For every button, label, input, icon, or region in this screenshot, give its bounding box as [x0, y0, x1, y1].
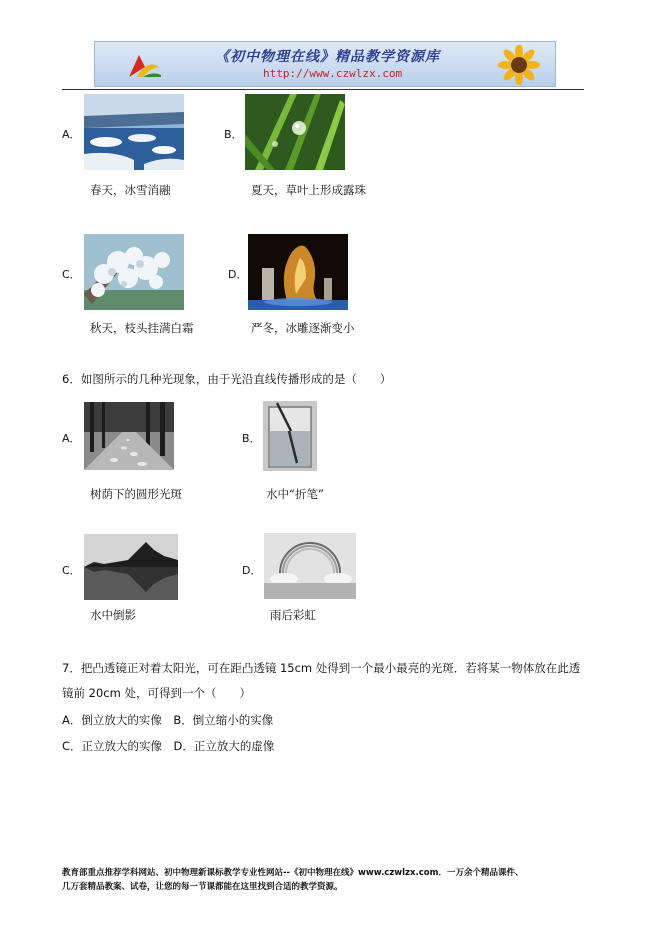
header-banner: [94, 41, 556, 87]
frost-on-branches-photo: [84, 234, 184, 310]
banner-url: http://www.czwlzx.com: [263, 67, 403, 80]
q5-option-a-caption: 春天，冰雪消融: [90, 183, 171, 197]
q6-option-b-letter: B．: [242, 432, 261, 445]
melting-ice-photo: [84, 94, 184, 170]
bent-pen-in-water-photo: [263, 401, 317, 471]
banner-title: 《初中物理在线》精品教学资源库: [215, 49, 440, 65]
header-rule: [62, 89, 584, 90]
q5-option-b-caption: 夏天，草叶上形成露珠: [251, 183, 366, 197]
tree-shade-light-spots-photo: [84, 402, 174, 470]
q6-option-c-letter: C．: [62, 564, 81, 577]
q5-option-c-letter: C．: [62, 268, 81, 281]
q6-stem: 6．如图所示的几种光现象，由于光沿直线传播形成的是（ ）: [62, 372, 392, 386]
q5-option-c-caption: 秋天，枝头挂满白霜: [90, 321, 194, 335]
q7-stem-line-1: 7．把凸透镜正对着太阳光，可在距凸透镜 15cm 处得到一个最小最亮的光斑．若将某一物体放在此透: [62, 661, 581, 675]
site-logo-icon: [123, 49, 163, 81]
q6-option-d-letter: D．: [242, 564, 262, 577]
dew-on-grass-photo: [245, 94, 345, 170]
q5-option-a-letter: A．: [62, 128, 81, 141]
rainbow-photo: [264, 533, 356, 599]
q7-options-line-2: C．正立放大的实像 D．正立放大的虚像: [62, 739, 275, 753]
ice-sculpture-photo: [248, 234, 348, 310]
reflection-in-water-photo: [84, 534, 178, 600]
q6-option-c-caption: 水中倒影: [90, 608, 136, 622]
q5-option-b-letter: B．: [224, 128, 243, 141]
q7-options-line-1: A．倒立放大的实像 B．倒立缩小的实像: [62, 713, 274, 727]
q6-option-b-caption: 水中“折笔”: [266, 487, 324, 501]
sunflower-icon: [489, 45, 549, 85]
q5-option-d-letter: D．: [228, 268, 248, 281]
q6-option-a-letter: A．: [62, 432, 81, 445]
footer-line-2: 几万套精品教案、试卷，让您的每一节课都能在这里找到合适的教学资源。: [62, 882, 343, 892]
q6-option-a-caption: 树荫下的圆形光斑: [90, 487, 182, 501]
q7-stem-line-2: 镜前 20cm 处，可得到一个（ ）: [62, 686, 251, 700]
footer-line-1: 教育部重点推荐学科网站、初中物理新课标教学专业性网站--《初中物理在线》www.czwlzx.com．一万余个精品课件、: [62, 868, 524, 878]
q6-option-d-caption: 雨后彩虹: [270, 608, 316, 622]
q5-option-d-caption: 严冬，冰雕逐渐变小: [251, 321, 355, 335]
